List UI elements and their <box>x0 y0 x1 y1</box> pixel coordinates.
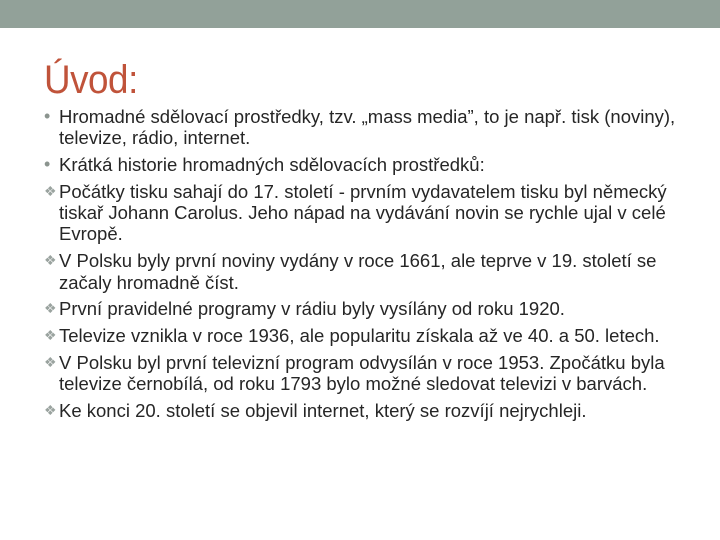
item-text: V Polsku byly první noviny vydány v roce 1661, ale teprve v 19. století se začaly hromadně číst. <box>59 250 657 293</box>
item-text: Televize vznikla v roce 1936, ale popularitu získala až ve 40. a 50. letech. <box>59 325 660 347</box>
item-text: Počátky tisku sahají do 17. století - prvním vydavatelem tisku byl německý tiskař Johann Carolus. Jeho nápad na vydávání novin se rychle ujal v celé Evropě. <box>59 180 667 245</box>
diamond-icon: ❖ <box>44 252 57 269</box>
list-item <box>44 154 684 175</box>
list-item <box>44 106 684 149</box>
diamond-icon: ❖ <box>44 402 57 419</box>
dot-icon: • <box>44 154 51 175</box>
header-bar <box>0 0 720 28</box>
bullet-list <box>44 106 684 427</box>
item-text: První pravidelné programy v rádiu byly vysílány od roku 1920. <box>59 298 565 320</box>
item-text: V Polsku byl první televizní program odvysílán v roce 1953. Zpočátku byla televize černobílá, od roku 1793 bylo možné sledovat televizi v barvách. <box>59 351 665 395</box>
item-text: Ke konci 20. století se objevil internet, který se rozvíjí nejrychleji. <box>59 400 587 422</box>
item-text: Krátká historie hromadných sdělovacích prostředků: <box>59 154 485 176</box>
list-item <box>44 325 684 346</box>
diamond-icon: ❖ <box>44 353 57 370</box>
item-text: Hromadné sdělovací prostředky, tzv. „mass media”, to je např. tisk (noviny), televize, rádio, internet. <box>59 106 676 149</box>
list-item <box>44 250 684 293</box>
list-item <box>44 352 684 395</box>
list-item <box>44 400 684 421</box>
list-item <box>44 181 684 245</box>
diamond-icon: ❖ <box>44 182 57 199</box>
dot-icon: • <box>44 106 51 126</box>
diamond-icon: ❖ <box>44 327 57 344</box>
list-item <box>44 298 684 319</box>
slide-title: Úvod: <box>44 58 138 102</box>
diamond-icon: ❖ <box>44 300 57 317</box>
